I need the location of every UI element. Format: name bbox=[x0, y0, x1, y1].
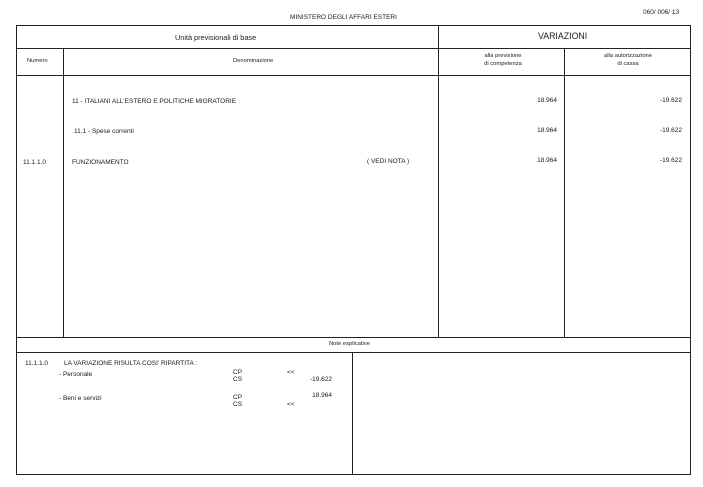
row-cassa: -19.622 bbox=[659, 157, 682, 164]
row-competenza: 18.964 bbox=[537, 97, 557, 104]
page-code: 060/ 006/ 13 bbox=[643, 9, 680, 16]
notes-intro: LA VARIAZIONE RISULTA COSI' RIPARTITA : bbox=[64, 360, 198, 367]
notes-item-cp-label: CP bbox=[233, 394, 243, 401]
col-header-cassa-line2: di cassa bbox=[617, 61, 639, 67]
row-denominazione: 11 - ITALIANI ALL'ESTERO E POLITICHE MIGRATORIE bbox=[72, 98, 237, 105]
row-competenza: 18.964 bbox=[537, 127, 557, 134]
row-cassa: -19.622 bbox=[659, 127, 682, 134]
row-denominazione: FUNZIONAMENTO bbox=[72, 159, 129, 166]
row-denominazione: 11.1 - Spese correnti bbox=[74, 128, 134, 135]
variazioni-header: VARIAZIONI bbox=[538, 31, 588, 41]
row-cassa: -19.622 bbox=[659, 97, 682, 104]
notes-numero: 11.1.1.0 bbox=[25, 360, 49, 367]
notes-item-cp-label: CP bbox=[233, 369, 243, 376]
notes-item-cs-label: CS bbox=[233, 401, 243, 408]
notes-item-cs-label: CS bbox=[233, 376, 243, 383]
notes-item-label: - Personale bbox=[59, 371, 93, 378]
col-header-cassa-line1: alla autorizzazione bbox=[603, 53, 652, 59]
row-competenza: 18.964 bbox=[537, 157, 557, 164]
col-header-competenza-line1: alla previsione bbox=[484, 53, 522, 59]
ministry-title: MINISTERO DEGLI AFFARI ESTERI bbox=[290, 14, 397, 21]
col-header-competenza-line2: di competenza bbox=[484, 61, 522, 67]
row-nota-ref: ( VEDI NOTA ) bbox=[367, 158, 410, 165]
notes-item-label: - Beni e servizi bbox=[59, 395, 102, 402]
main-table bbox=[16, 25, 691, 475]
row-numero: 11.1.1.0 bbox=[23, 159, 47, 166]
col-header-numero: Numero bbox=[27, 58, 48, 64]
notes-header: Note esplicative bbox=[329, 341, 370, 347]
col-header-denominazione: Denominazione bbox=[233, 58, 274, 64]
notes-item-cs-value: << bbox=[287, 401, 295, 408]
notes-item-cp-value: 18.964 bbox=[312, 392, 332, 399]
notes-item-cp-value: << bbox=[287, 369, 295, 376]
notes-item-cs-value: -19.622 bbox=[309, 376, 332, 383]
section-header: Unità previsionali di base bbox=[175, 33, 257, 42]
